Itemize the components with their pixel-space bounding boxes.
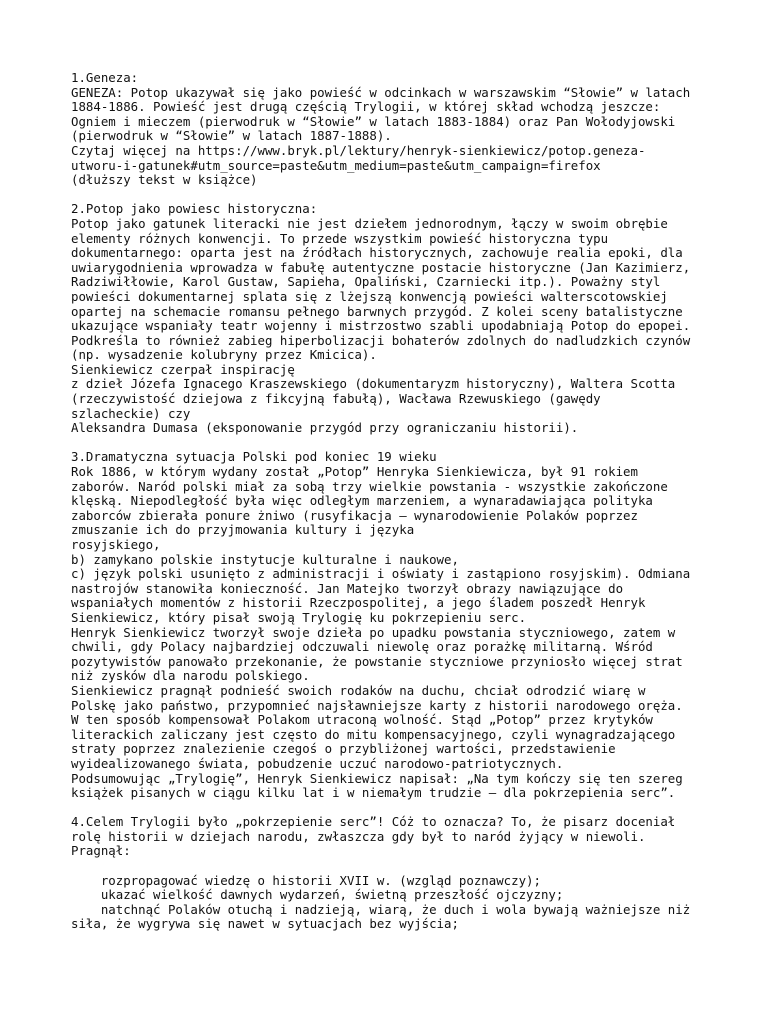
text-line: opartej na schemacie romansu pełnego barwnych przygód. Z kolei sceny batalistyczne [71,303,683,319]
text-line: literackich zaliczany jest często do mitu kompensacyjnego, czyli wynagradzającego [71,726,676,742]
text-line: natchnąć Polaków otuchą i nadzieją, wiarą, że duch i wola bywają ważniejsze niż [71,901,691,917]
text-line: z dzieł Józefa Ignacego Kraszewskiego (dokumentaryzm historyczny), Waltera Scotta [71,376,676,392]
text-line: zaborów. Naród polski miał za sobą trzy wielkie powstania - wszystkie zakończone [71,478,668,494]
text-line: straty poprzez znalezienie czegoś o przybliżonej wartości, przedstawienie [71,741,616,757]
text-line: ukazujące wspaniały teatr wojenny i mistrzostwo szabli upodabniają Potop do epopei. [71,318,691,334]
text-line: utworu-i-gatunek#utm_source=paste&utm_medium=paste&utm_campaign=firefox [71,157,601,173]
text-line: ukazać wielkość dawnych wydarzeń, świetną przeszłość ojczyzny; [71,887,564,903]
text-line: książek pisanych w ciągu kilku lat i w niemałym trudzie – dla pokrzepienia serc”. [71,785,676,801]
text-line: (dłuższy tekst w książce) [71,172,258,188]
document-text [71,71,711,932]
text-line: Rok 1886, w którym wydany został „Potop” Henryka Sienkiewicza, był 91 rokiem [71,464,638,480]
text-line: rolę historii w dziejach narodu, zwłaszcza gdy był to naród żyjący w niewoli. [71,828,646,844]
text-line: szlacheckie) czy [71,405,191,421]
text-line: wspaniałych momentów z historii Rzeczpospolitej, a jego śladem poszedł Henryk [71,595,646,611]
text-line: rosyjskiego, [71,537,161,552]
text-line [71,801,711,816]
text-line: (np. wysadzenie kolubryny przez Kmicica). [71,347,377,363]
text-line: chwili, gdy Polacy najbardziej odczuwali niewolę oraz porażkę militarną. Wśród [71,639,653,655]
text-line: zaborców zbierała ponure żniwo (rusyfikacja – wynarodowienie Polaków poprzez [71,507,638,523]
text-line: Podsumowując „Trylogię”, Henryk Sienkiewicz napisał: „Na tym kończy się ten szereg [71,770,683,786]
text-line: klęską. Niepodległość była więc odległym marzeniem, a wynaradawiająca polityka [71,493,653,509]
text-line: Podkreśla to również zabieg hiperbolizacji bohaterów zdolnych do nadludzkich czynów [71,332,691,348]
text-line: Henryk Sienkiewicz tworzył swoje dzieła po upadku powstania styczniowego, zatem w [71,624,676,640]
text-line: zmuszanie ich do przyjmowania kultury i języka [71,522,415,538]
text-line: W ten sposób kompensował Polakom utraconą wolność. Stąd „Potop” przez krytyków [71,712,653,728]
text-line: pozytywistów panowało przekonanie, że powstanie styczniowe przyniosło więcej strat [71,653,683,669]
text-line: dokumentarnego: oparta jest na źródłach historycznych, zachowuje realia epoki, dla [71,245,683,261]
text-line: Radziwiłłowie, Karol Gustaw, Sapieha, Opaliński, Czarniecki itp.). Poważny styl [71,274,661,290]
text-line: Pragnął: [71,843,131,859]
text-line: (pierwodruk w “Słowie” w latach 1887-1888). [71,128,392,144]
text-line: Potop jako gatunek literacki nie jest dziełem jednorodnym, łączy w swoim obrębie [71,215,668,231]
text-line: rozpropagować wiedzę o historii XVII w. (wzgląd poznawczy); [71,872,541,888]
text-line: Czytaj więcej na https://www.bryk.pl/lektury/henryk-sienkiewicz/potop.geneza- [71,142,646,158]
text-line: Ogniem i mieczem (pierwodruk w “Słowie” w latach 1883-1884) oraz Pan Wołodyjowski [71,113,676,129]
text-line: Polskę jako państwo, przypomnieć najsławniejsze karty z historii narodowego oręża. [71,697,683,713]
text-line: b) zamykano polskie instytucje kulturalne i naukowe, [71,551,459,567]
text-line: niż zysków dla narodu polskiego. [71,668,310,684]
text-line: 4.Celem Trylogii było „pokrzepienie serc”! Cóż to oznacza? To, że pisarz doceniał [71,814,676,830]
text-line: 1884-1886. Powieść jest drugą częścią Trylogii, w której skład wchodzą jeszcze: [71,99,661,115]
text-line: 3.Dramatyczna sytuacja Polski pod koniec 19 wieku [71,449,437,465]
text-line: c) język polski usunięto z administracji i oświaty i zastąpiono rosyjskim). Odmiana [71,566,691,582]
text-line: (rzeczywistość dziejowa z fikcyjną fabułą), Wacława Rzewuskiego (gawędy [71,391,601,407]
text-line: 1.Geneza: [71,70,139,85]
text-line: siła, że wygrywa się nawet w sytuacjach bez wyjścia; [71,916,459,932]
text-line: uwiarygodnienia wprowadza w fabułę autentyczne postacie historyczne (Jan Kazimierz, [71,259,691,275]
text-line: elementy różnych konwencji. To przede wszystkim powieść historyczna typu [71,230,609,246]
text-line: Sienkiewicz pragnął podnieść swoich rodaków na duchu, chciał odrodzić wiarę w [71,682,646,698]
text-line [71,188,711,203]
text-line: nastrojów stanowiła konieczność. Jan Matejko tworzył obrazy nawiązujące do [71,580,624,596]
text-line: powieści dokumentarnej splata się z lżejszą konwencją powieści walterscotowskiej [71,288,668,304]
text-line: Sienkiewicz, który pisał swoją Trylogię ku pokrzepieniu serc. [71,609,527,625]
text-line: Aleksandra Dumasa (eksponowanie przygód przy ograniczaniu historii). [71,420,579,436]
text-line: GENEZA: Potop ukazywał się jako powieść w odcinkach w warszawskim “Słowie” w latach [71,84,691,100]
text-line: Sienkiewicz czerpał inspirację [71,361,295,377]
text-line: 2.Potop jako powiesc historyczna: [71,201,318,217]
text-line [71,859,711,874]
text-line: wyidealizowanego świata, pobudzenie uczuć narodowo-patriotycznych. [71,755,564,771]
text-line [71,436,711,451]
